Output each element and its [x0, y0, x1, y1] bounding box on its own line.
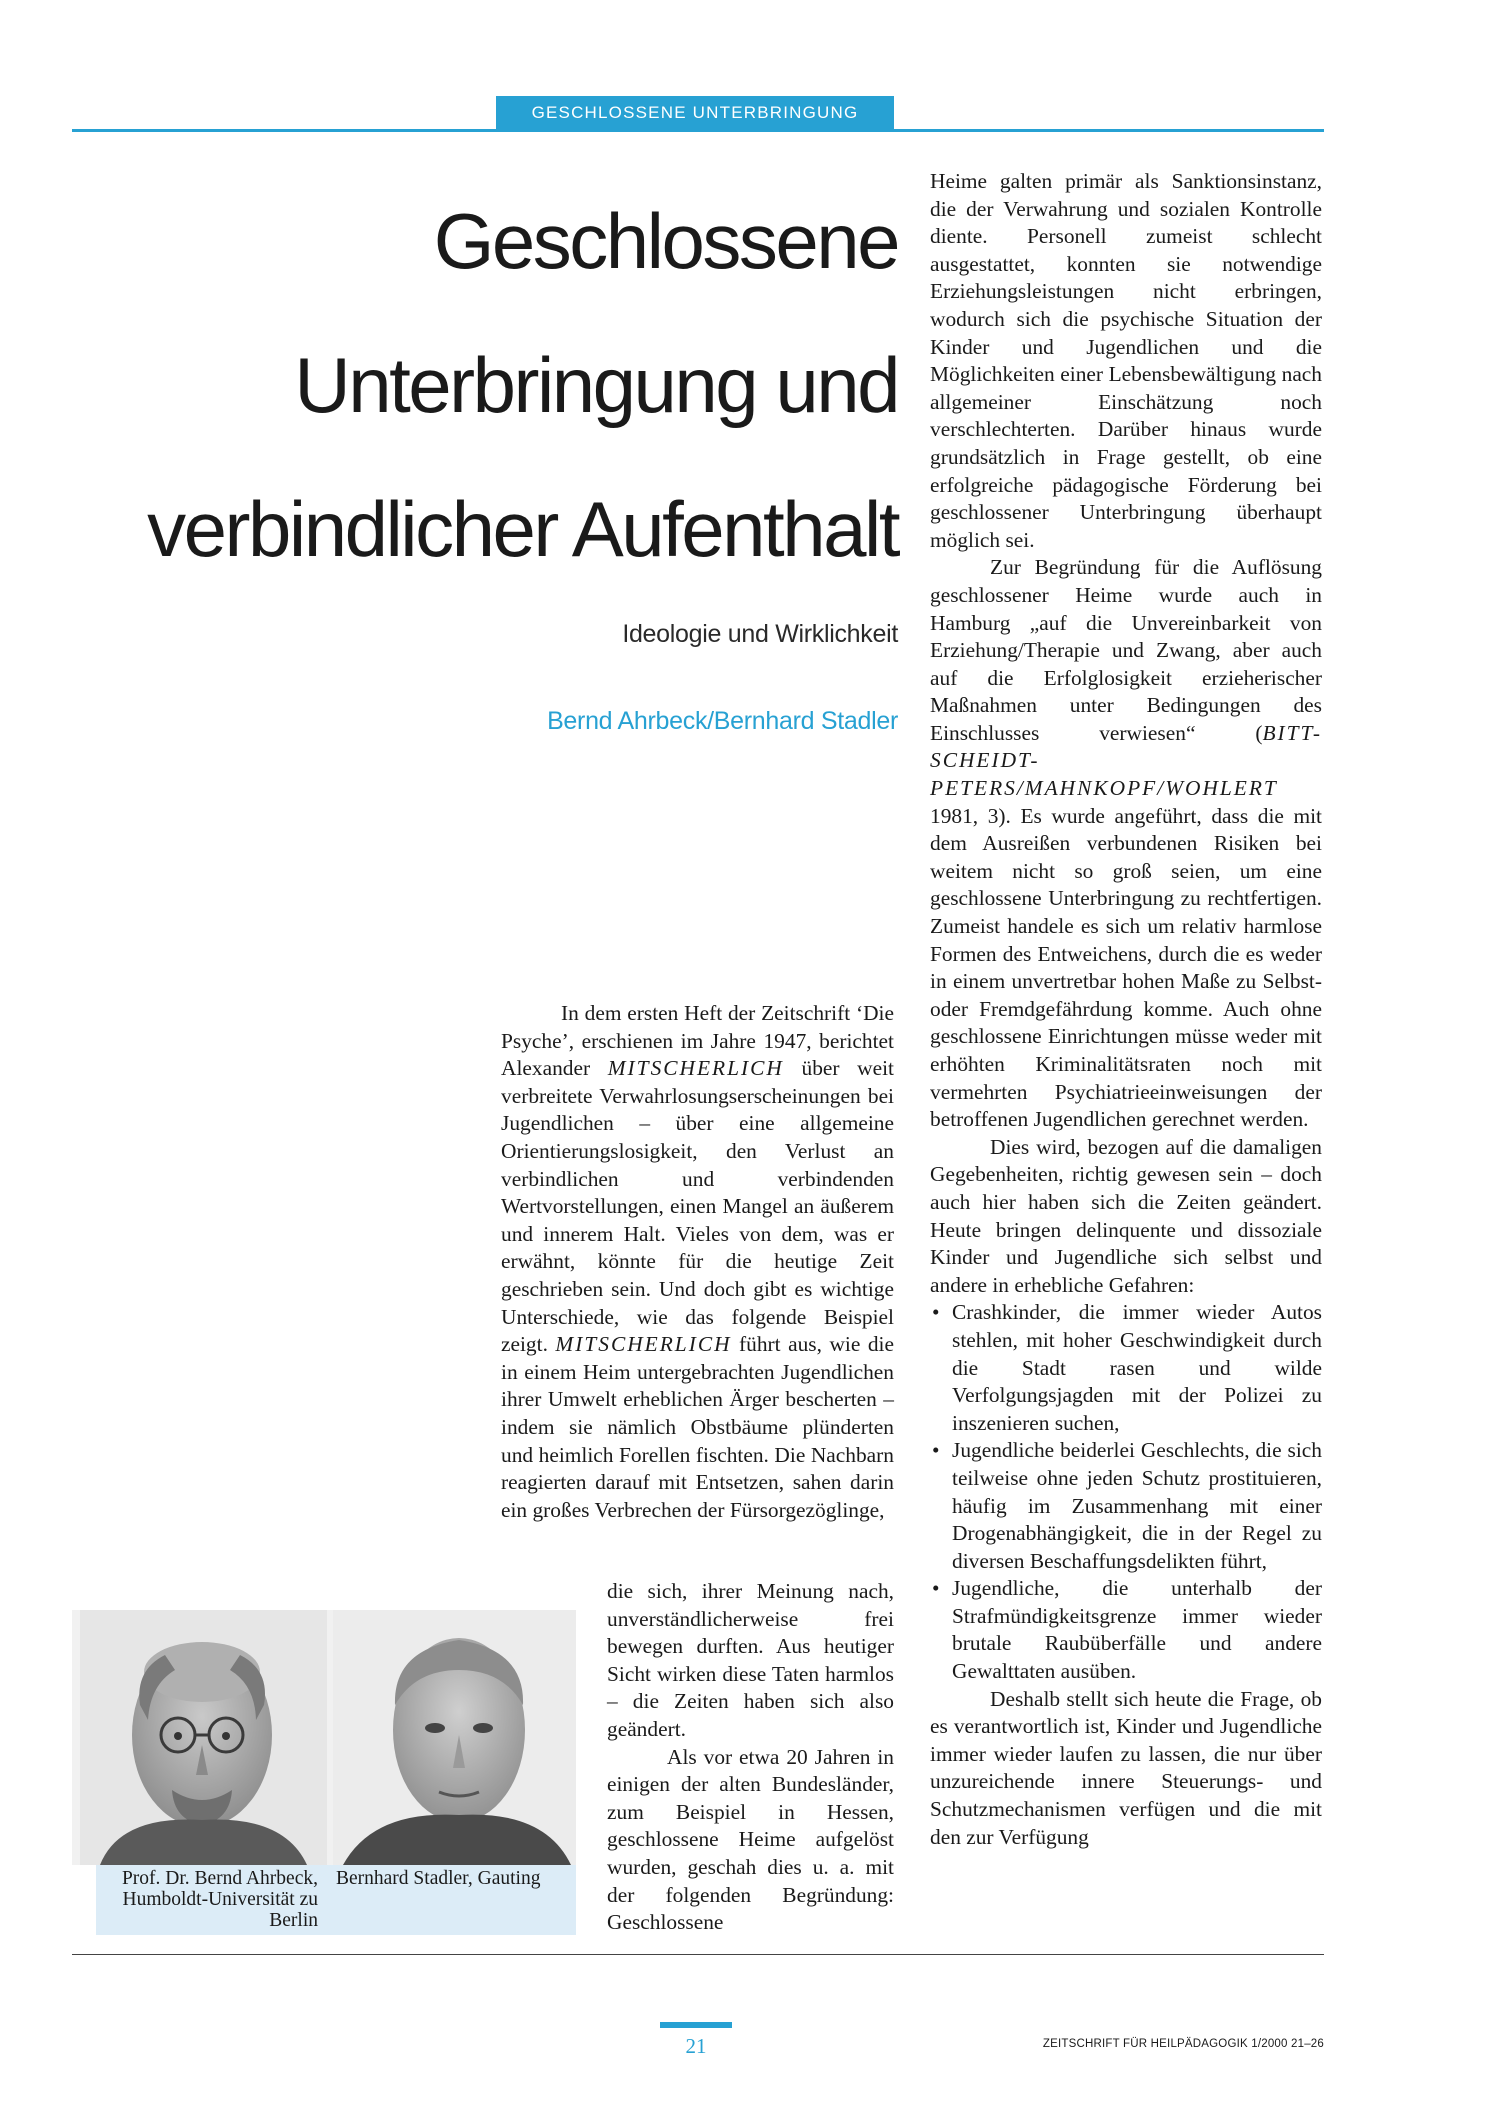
- section-header-label: GESCHLOSSENE UNTERBRINGUNG: [531, 103, 859, 122]
- article-title-line-2: Unterbringung und: [294, 341, 898, 429]
- body-paragraph-1: [501, 1000, 894, 1524]
- body-paragraph-6: Deshalb stellt sich heute die Frage, ob es verantwortlich ist, Kinder und Jugendliche immer wieder laufen zu lassen, die nur über unzureichende innere Steuerungs- und Schutzmechanismen verfügen und die mit den zur Verfügung: [930, 1686, 1322, 1849]
- photo-caption-right: Bernhard Stadler, Gauting: [336, 1868, 541, 1889]
- body-paragraph-2: Als vor etwa 20 Jahren in einigen der alten Bundesländer, zum Beispiel in Hessen, geschlossene Heime aufgelöst wurden, geschah dies u. a. mit der folgenden Begründung: Geschlossene: [607, 1744, 894, 1935]
- photo-caption-left: Prof. Dr. Bernd Ahrbeck, Humboldt-Universität zu Berlin: [121, 1868, 318, 1931]
- text-run: In dem ersten Heft der Zeitschrift ‘Die Psyche’, erschienen im Jahre 1947, berichtet Alexander: [501, 1001, 894, 1081]
- text-run: Zur Begründung für die Auflösung geschlossener Heime wurde auch in Hamburg „auf die Unvereinbarkeit von Erziehung/Therapie und Zwang, aber auch auf die Erfolglosigkeit erzieherischer Maßnahmen unter Bedingungen des Einschlusses verwiesen“ (: [930, 555, 1322, 745]
- bullet-list: [930, 1299, 1322, 1685]
- author-photo-stadler: [333, 1610, 576, 1865]
- journal-citation: ZEITSCHRIFT FÜR HEILPÄDAGOGIK 1/2000 21–26: [1042, 2038, 1324, 2050]
- body-paragraph-1-continued: die sich, ihrer Meinung nach, unverständlicherweise frei bewegen durften. Aus heutiger Sicht wirken diese Taten harmlos – die Zeiten haben sich also geändert.: [607, 1579, 894, 1741]
- bullet-item: • Jugendliche, die unterhalb der Strafmündigkeitsgrenze immer wieder brutale Raubüberfälle und andere Gewalttaten ausüben.: [930, 1575, 1322, 1685]
- body-paragraph-3: Heime galten primär als Sanktionsinstanz, die der Verwahrung und sozialen Kontrolle diente. Personell zumeist schlecht ausgestattet, konnten sie notwendige Erziehungsleistungen nicht erbringen, wodurch sich die psychische Situation der Kinder und Jugendlichen und die Möglichkeiten einer Lebensbewältigung nach allgemeiner Einschätzung noch verschlechterten. Darüber hinaus wurde grundsätzlich in Frage gestellt, ob eine erfolgreiche pädagogische Förderung bei geschlossener Unterbringung überhaupt möglich sei.: [930, 169, 1322, 552]
- text-run: 1981, 3). Es wurde angeführt, dass die mit dem Ausreißen verbundenen Risiken bei weitem nicht so groß seien, um eine geschlossene Unterbringung zu rechtfertigen. Zumeist handele es sich um relativ harmlose Formen des Entweichens, durch die es weder in einem unvertretbar hohen Maße zu Selbst- oder Fremdgefährdung komme. Auch ohne geschlossene Einrichtungen müsse weder mit erhöhten Kriminalitätsraten noch mit vermehrten Psychiatrieeinweisungen der betroffenen Jugendlichen gerechnet werden.: [930, 803, 1322, 1132]
- article-title-line-1: Geschlossene: [433, 197, 898, 285]
- bullet-item: • Jugendliche beiderlei Geschlechts, die sich teilweise ohne jeden Schutz prostituieren, häufig im Zusammenhang mit einer Drogenabhängigkeit, die in der Regel zu diversen Beschaffungsdelikten führt,: [930, 1437, 1322, 1575]
- author-citation: MITSCHERLICH: [607, 1056, 784, 1081]
- author-citation: BITT-SCHEIDT-PETERS/MAHNKOPF/WOHLERT: [930, 720, 1322, 801]
- article-title-line-3: verbindlicher Aufenthalt: [147, 485, 898, 573]
- column-2: [930, 168, 1322, 1851]
- column-1-upper: [501, 1000, 894, 1524]
- column-1-lower: [607, 1578, 894, 1937]
- article-subtitle: Ideologie und Wirklichkeit: [622, 620, 898, 648]
- body-paragraph-5: Dies wird, bezogen auf die damaligen Gegebenheiten, richtig gewesen sein – doch auch hier haben sich die Zeiten geändert. Heute bringen delinquente und dissoziale Kinder und Jugendliche sich selbst und andere in erhebliche Gefahren:: [930, 1134, 1322, 1297]
- text-run: über weit verbreitete Verwahrlosungserscheinungen bei Jugendlichen – über eine allgemeine Orientierungslosigkeit, den Verlust an verbindlichen und verbindenden Wertvorstellungen, einen Mangel an äußerem und innerem Halt. Vieles von dem, was er erwähnt, könnte für die heutige Zeit geschrieben sein. Und doch gibt es wichtige Unterschiede, wie das folgende Beispiel zeigt.: [501, 1056, 894, 1357]
- header-rule: [72, 129, 1324, 132]
- page-number: 21: [685, 2034, 707, 2058]
- text-run: führt aus, wie die in einem Heim untergebrachten Jugendlichen ihrer Umwelt erheblichen Ärger bescherten – indem sie nämlich Obstbäume plünderten und heimlich Forellen fischten. Die Nachbarn reagierten darauf mit Entsetzen, sahen darin ein großes Verbrechen der Fürsorgezöglinge,: [501, 1332, 894, 1522]
- page-number-tab: [660, 2022, 732, 2028]
- body-paragraph-4: [930, 554, 1322, 1133]
- bullet-item: • Crashkinder, die immer wieder Autos stehlen, mit hoher Geschwindigkeit durch die Stadt rasen und wilde Verfolgungsjagden mit der Polizei zu inszenieren suchen,: [930, 1299, 1322, 1437]
- author-photo-ahrbeck: [80, 1610, 327, 1865]
- article-authors: Bernd Ahrbeck/Bernhard Stadler: [547, 707, 898, 735]
- section-header: [496, 96, 894, 130]
- author-citation: MITSCHERLICH: [555, 1332, 732, 1357]
- footer-rule: [72, 1954, 1324, 1955]
